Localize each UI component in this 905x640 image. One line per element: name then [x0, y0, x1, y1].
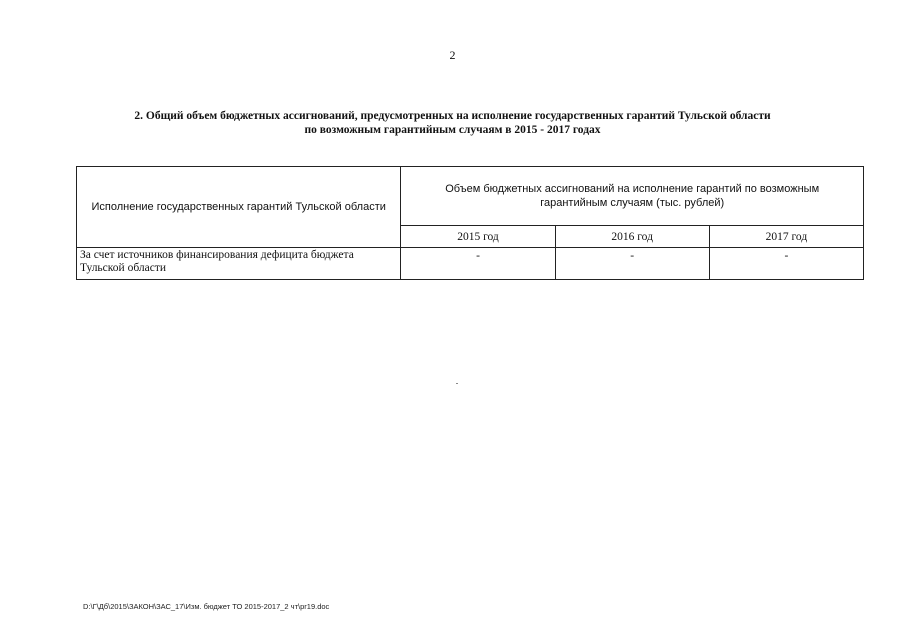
- header-allocations-column: Объем бюджетных ассигнований на исполнение гарантий по возможным гарантийным случаям (тыс. рублей): [401, 167, 864, 226]
- row-value-2016: -: [555, 248, 709, 280]
- row-value-2017: -: [709, 248, 863, 280]
- heading-line-1: 2. Общий объем бюджетных ассигнований, предусмотренных на исполнение государственных гарантий Тульской области: [134, 110, 771, 122]
- year-header-2016: 2016 год: [555, 226, 709, 248]
- row-label: За счет источников финансирования дефицита бюджета Тульской области: [77, 248, 401, 280]
- document-heading: [60, 109, 845, 137]
- scan-speck: [456, 383, 458, 384]
- header-execution-column: Исполнение государственных гарантий Тульской области: [77, 167, 401, 248]
- year-header-2015: 2015 год: [401, 226, 555, 248]
- footer-file-path: D:\Г\Дб\2015\ЗАКОН\ЗАС_17\Изм. бюджет ТО 2015-2017_2 чт\pr19.doc: [83, 602, 330, 611]
- table-header-row: [77, 167, 864, 226]
- table-row: [77, 248, 864, 280]
- page-number: 2: [449, 48, 456, 62]
- year-header-2017: 2017 год: [709, 226, 863, 248]
- guarantees-table: [76, 166, 864, 280]
- heading-line-2: по возможным гарантийным случаям в 2015 - 2017 годах: [304, 124, 601, 136]
- row-value-2015: -: [401, 248, 555, 280]
